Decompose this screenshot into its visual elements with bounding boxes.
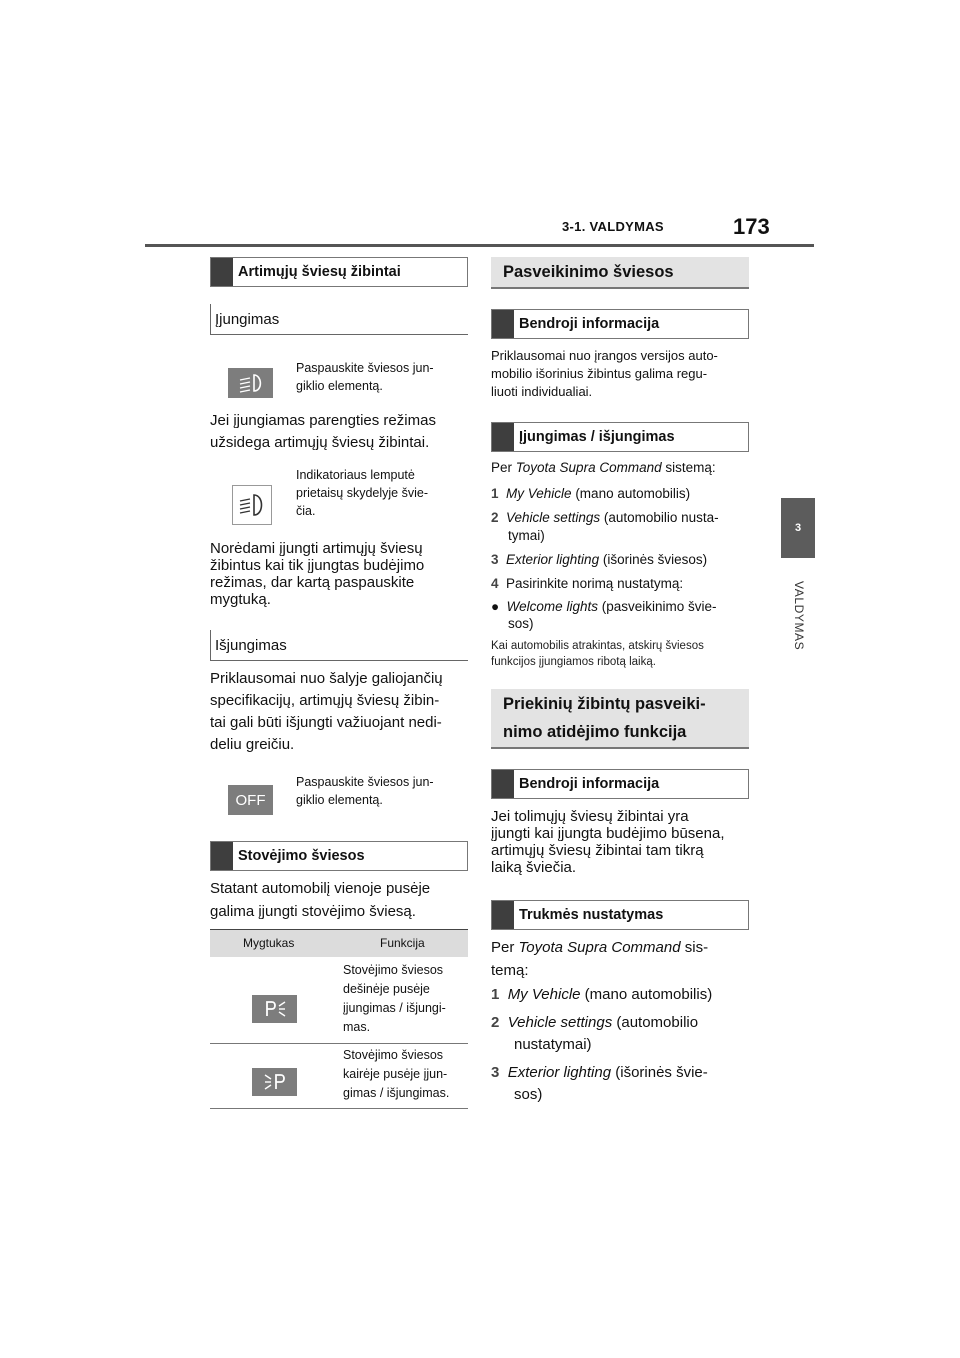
bullet-welcome-cont: sos)	[508, 616, 534, 631]
subheading-underline	[210, 660, 468, 661]
step-4: 4 Pasirinkite norimą nustatymą:	[491, 576, 684, 591]
table-header	[210, 929, 468, 957]
bullet-welcome: ● Welcome lights (pasveikinimo švie-	[491, 599, 717, 614]
step-2-cont: tymai)	[508, 528, 545, 543]
step-b-3-cont: sos)	[514, 1086, 543, 1103]
subheading-underline	[210, 334, 468, 335]
heading-marker	[492, 901, 514, 929]
instruction-press: Paspauskite šviesos jun- giklio elementą.	[296, 361, 434, 393]
subheading-duration	[491, 900, 749, 930]
heading-text: Pasveikinimo šviesos	[503, 262, 674, 281]
table-row-rule	[210, 1043, 468, 1044]
instruction-indicator: Indikatoriaus lemputė prietaisų skydelyje švie- čia.	[296, 468, 428, 518]
paragraph-standby-line2: užsidega artimųjų šviesų žibintai.	[210, 434, 430, 451]
table-cell-function: Stovėjimo šviesos kairėje pusėje įjun- gimas / išjungimas.	[343, 1048, 450, 1100]
heading-follow-me-home	[491, 689, 749, 749]
step-b-2: 2 Vehicle settings (automobilio	[491, 1014, 699, 1031]
step-3: 3 Exterior lighting (išorinės šviesos)	[491, 552, 708, 567]
section-title: 3-1. VALDYMAS	[562, 219, 664, 234]
via-system-a: Per Toyota Supra Command sistemą:	[491, 460, 716, 475]
paragraph-standby-again: Norėdami įjungti artimųjų šviesų žibintus kai tik įjungtas budėjimo režimas, dar kartą paspauskite mygtuką.	[210, 540, 425, 608]
parking-left-icon	[252, 1068, 297, 1096]
heading-text: Bendroji informacija	[519, 776, 660, 792]
chapter-tab-label: VALDYMAS	[792, 581, 806, 651]
parking-right-icon	[252, 995, 297, 1023]
note-unlock: Kai automobilis atrakintas, atskirų šviesos funkcijos įjungiamos ribotą laiką.	[491, 640, 704, 668]
heading-text: Stovėjimo šviesos	[238, 848, 365, 864]
subheading-general-info	[491, 309, 749, 339]
subheading-off: Išjungimas	[215, 637, 287, 654]
bullet-icon: ●	[491, 599, 500, 614]
paragraph-parking-line1: Statant automobilį vienoje pusėje	[210, 880, 431, 897]
heading-marker	[211, 842, 233, 870]
paragraph-high-beam: Jei tolimųjų šviesų žibintai yra įjungti kai įjungta budėjimo būsena, artimųjų šviesų žibintai tam tikrą laiką šviečia.	[491, 808, 725, 876]
paragraph-parking-line2: galima įjungti stovėjimo šviesą.	[210, 903, 416, 920]
step-b-3: 3 Exterior lighting (išorinės švie-	[491, 1064, 708, 1081]
page-number: 173	[733, 214, 770, 239]
heading-marker	[492, 423, 514, 451]
header-rule	[145, 244, 814, 247]
heading-text: Įjungimas / išjungimas	[519, 429, 675, 445]
heading-text: Priekinių žibintų pasveiki- nimo atidėjimo funkcija	[503, 695, 706, 741]
paragraph-standby-line1: Jei įjungiamas parengties režimas	[210, 412, 436, 429]
column-header-function: Funkcija	[380, 936, 425, 950]
heading-low-beam	[210, 257, 468, 287]
table-bottom-rule	[210, 1108, 468, 1109]
low-beam-button-icon	[228, 368, 273, 398]
paragraph-spec-line1: Priklausomai nuo šalyje galiojančių	[210, 670, 443, 687]
heading-text: Bendroji informacija	[519, 316, 660, 332]
heading-text: Artimųjų šviesų žibintai	[238, 264, 401, 280]
heading-marker	[211, 258, 233, 286]
subheading-on: Įjungimas	[215, 311, 280, 328]
paragraph-spec-line2: specifikacijų, artimųjų šviesų žibin-	[210, 692, 440, 709]
paragraph-spec-line4: deliu greičiu.	[210, 736, 295, 753]
subheading-on-off	[491, 422, 749, 452]
step-b-2-cont: nustatymai)	[514, 1036, 592, 1053]
heading-parking-lights	[210, 841, 468, 871]
paragraph-spec-line3: tai gali būti išjungti važiuojant nedi-	[210, 714, 442, 731]
low-beam-indicator-icon	[232, 485, 272, 525]
via-system-b: Per Toyota Supra Command sis-	[491, 939, 709, 956]
off-button-icon: OFF	[228, 785, 273, 815]
instruction-press-off: Paspauskite šviesos jun- giklio elementą.	[296, 775, 434, 807]
heading-text: Trukmės nustatymas	[519, 907, 664, 923]
step-2: 2 Vehicle settings (automobilio nusta-	[491, 510, 719, 525]
paragraph-equipment: Priklausomai nuo įrangos versijos auto- mobilio išorinius žibintus galima regu- liuoti individualiai.	[491, 348, 718, 399]
heading-marker	[492, 310, 514, 338]
subheading-rule	[210, 630, 211, 660]
via-system-b-cont: temą:	[491, 962, 529, 979]
table-cell-function: Stovėjimo šviesos dešinėje pusėje įjungimas / išjungi- mas.	[343, 963, 446, 1034]
column-header-button: Mygtukas	[243, 936, 295, 950]
table-top-rule	[210, 929, 468, 930]
heading-welcome-lights	[491, 257, 749, 289]
heading-marker	[492, 770, 514, 798]
step-b-1: 1 My Vehicle (mano automobilis)	[491, 986, 713, 1003]
chapter-tab: 3	[781, 498, 815, 558]
subheading-general-info-2	[491, 769, 749, 799]
step-1: 1 My Vehicle (mano automobilis)	[491, 486, 691, 501]
subheading-rule	[210, 304, 211, 334]
